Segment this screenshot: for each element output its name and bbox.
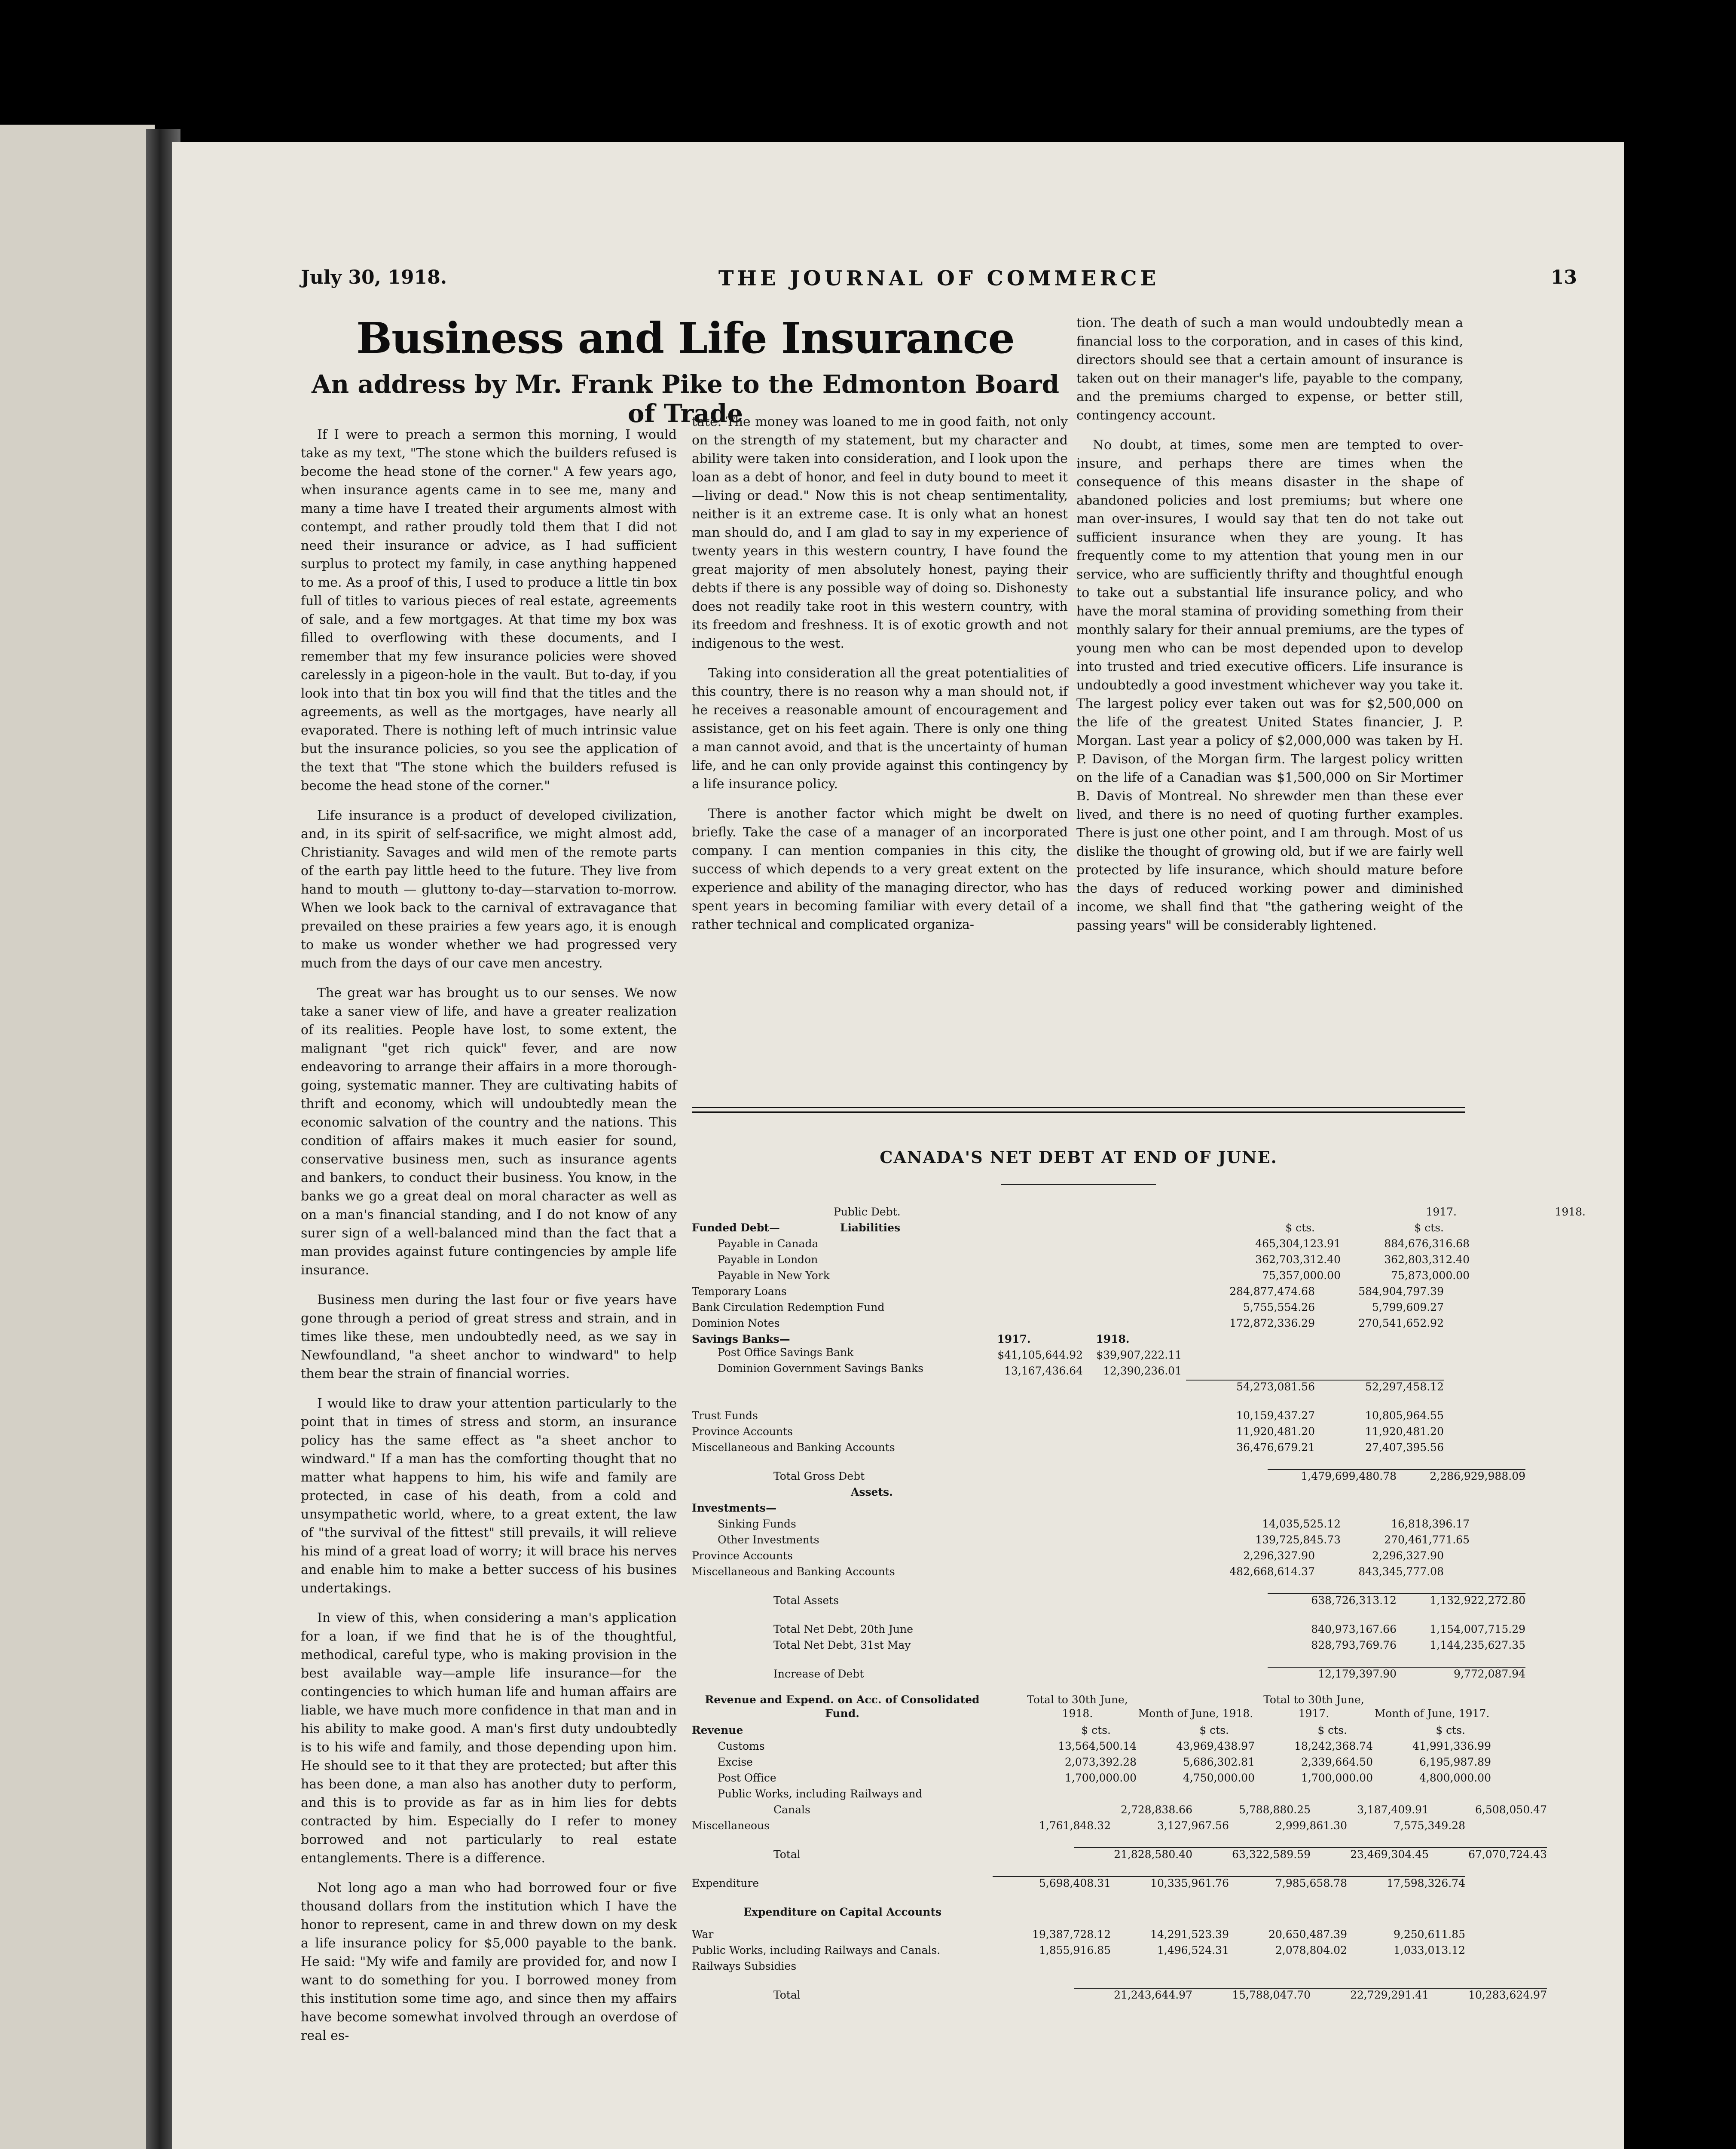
savings-row-label (692, 1362, 1212, 1377)
row-label: Dominion Notes (692, 1317, 780, 1329)
revenue-header-row (692, 1693, 1490, 1720)
table-row (692, 1752, 1491, 1768)
value-1917: 11,920,481.20 (1236, 1425, 1315, 1438)
value-1918: 2,286,929,988.09 (1397, 1469, 1525, 1482)
value-1917: 840,973,167.66 (1311, 1623, 1397, 1635)
value-1918: 1,154,007,715.29 (1430, 1623, 1525, 1635)
assets-heading-row (692, 1482, 1465, 1498)
value-1917: 54,273,081.56 (1186, 1380, 1315, 1393)
table-row (692, 1530, 1470, 1546)
total-assets-row (692, 1591, 1525, 1607)
value-cell: 1,761,848.32 (1039, 1819, 1111, 1832)
value-cell: 14,291,523.39 (1150, 1928, 1229, 1941)
value-1918: 9,772,087.94 (1397, 1667, 1525, 1680)
value-1918: 843,345,777.08 (1358, 1565, 1444, 1578)
value-1918: 11,920,481.20 (1365, 1425, 1444, 1438)
row-label: Public Works, including Railways and Canals. (692, 1944, 941, 1956)
value-cell: 2,078,804.02 (1275, 1944, 1347, 1956)
paragraph: tion. The death of such a man would undoubtedly mean a financial loss to the corporation, and in cases of this kind, directors should see that a certain amount of insurance is taken out on their manager's life, payable to the company, and the premiums charged to expense, or better still, contingency account. (1076, 315, 1463, 423)
table-row (692, 1956, 1465, 1972)
value-cell: 20,650,487.39 (1268, 1928, 1347, 1941)
revenue-rows (692, 1736, 1547, 1832)
table-row (692, 1250, 1470, 1266)
paragraph: Life insurance is a product of developed civilization, and, in its spirit of self-sacrifice, we might almost add, Christianity. Savages and wild men of the remote parts of the earth pay little heed to the future. They live from hand to mouth — gluttony to-day—starvation to-morrow. When we look back to the carnival of extravagance that prevailed on these prairies a few years ago, it is enough to make us wonder whether we had progressed very much from the days of our cave men ancestry. (301, 808, 677, 971)
paragraph: If I were to preach a sermon this morning, I would take as my text, "The stone which the builders refused is become the head stone of the corner." A few years ago, when insurance agents came in to see me, many and many a time have I treated their arguments almost with contempt, and rather proudly told them that I did not need their insurance or advice, as I had sufficient surplus to protect my family, in case anything happened to me. As a proof of this, I used to produce a little tin box full of titles to various pieces of real estate, agreements of sale, and a few mortgages. At that time my box was filled to overflowing with these documents, and I remember that my few insurance policies were shoved carelessly in a pigeon-hole in the vault. But to-day, if you look into that tin box you will find that the titles and the agreements, as well as the mortgages, have nearly all evaporated. There is nothing left of much intrinsic value but the insurance policies, so you see the application of the text that "The stone which the builders refused is become the head stone of the corner." (301, 427, 677, 793)
value-1918: 12,390,236.01 (1103, 1365, 1182, 1377)
article-column-2 (692, 413, 1068, 945)
value-cell: 67,070,724.43 (1429, 1847, 1547, 1861)
row-label: Total Gross Debt (773, 1470, 865, 1482)
table-row (692, 1768, 1491, 1784)
row-label: Post Office Savings Bank (718, 1346, 854, 1359)
value-cell: 15,788,047.70 (1192, 1988, 1311, 2001)
net-debt-table (692, 1148, 1586, 2001)
table-row (692, 1298, 1465, 1313)
value-1918: 16,818,396.17 (1391, 1518, 1470, 1530)
table-row (692, 1514, 1470, 1530)
row-label: Total Net Debt, 20th June (773, 1623, 914, 1635)
gross-debt-row (692, 1466, 1525, 1482)
article-column-3 (1076, 314, 1463, 946)
net-debt-june-row (692, 1619, 1525, 1635)
value-cell: 5,788,880.25 (1239, 1803, 1311, 1816)
row-label: Canals (773, 1803, 810, 1816)
savings-total-row (692, 1377, 1465, 1393)
value-cell: 6,195,987.89 (1419, 1756, 1491, 1768)
value-1917: 2,296,327.90 (1243, 1549, 1315, 1562)
table-row (692, 1800, 1547, 1816)
value-1917: 465,304,123.91 (1255, 1237, 1341, 1250)
value-cell: 21,828,580.40 (1074, 1847, 1192, 1861)
value-1917: 10,159,437.27 (1236, 1409, 1315, 1422)
article-column-1 (301, 426, 677, 2056)
revenue-label: Revenue (692, 1724, 743, 1736)
funded-debt-label: Funded Debt— Liabilities (692, 1221, 901, 1234)
revenue-header-label: Revenue and Expend. on Acc. of Consolidated Fund. (705, 1693, 980, 1720)
capital-heading: Expenditure on Capital Accounts (743, 1906, 942, 1918)
table-row (692, 1925, 1465, 1941)
value-cell: 7,985,658.78 (1229, 1876, 1347, 1889)
table-row (692, 1361, 1465, 1377)
paragraph: I would like to draw your attention particularly to the point that in times of stress and storm, an insurance policy has the same effect as "a sheet anchor to windward." If a man has the comforting thought that no matter what happens to him, his wife and family are protected, in case of his death, from a cold and unsympathetic world, where, to a great extent, the law of "the survival of the fittest" still prevails, it will relieve his mind of a great load of worry; it will brace his nerves and enable him to make a better success of his busines undertakings. (301, 1396, 677, 1596)
value-1918: 2,296,327.90 (1372, 1549, 1444, 1562)
row-label: Public Works, including Railways and (718, 1788, 923, 1800)
value-1917: 362,703,312.40 (1255, 1253, 1341, 1266)
unit: $ cts. (1081, 1724, 1111, 1736)
value-cell: 22,729,291.41 (1311, 1988, 1429, 2001)
paper-title: THE JOURNAL OF COMMERCE (718, 266, 1160, 291)
value-1917: 638,726,313.12 (1268, 1593, 1397, 1607)
value-1918: $39,907,222.11 (1096, 1349, 1182, 1361)
unit-1918: $ cts. (1414, 1221, 1444, 1234)
value-cell: 5,686,302.81 (1183, 1756, 1255, 1768)
paragraph: Not long ago a man who had borrowed four or five thousand dollars from the institution which I have the honor to represent, came in and threw down on my desk a life insurance policy for $5,000 payable to the bank. He said: "My wife and family are provided for, and now I want to do something for you. I borrowed money from this institution some time ago, and since then my affairs have become somewhat involved through an overdose of real es- (301, 1880, 677, 2043)
row-label: Province Accounts (692, 1425, 793, 1438)
value-cell: 4,800,000.00 (1419, 1772, 1491, 1784)
col-header: Month of June, 1918. (1138, 1707, 1253, 1720)
col-header: Total to 30th June, 1918. (1027, 1693, 1128, 1720)
liabilities-rows (692, 1234, 1470, 1329)
value-1918: 884,676,316.68 (1384, 1237, 1470, 1250)
unit: $ cts. (1317, 1724, 1347, 1736)
value-1917: $41,105,644.92 (997, 1349, 1083, 1361)
value-1917: 36,476,679.21 (1236, 1441, 1315, 1454)
value-1918: 362,803,312.40 (1384, 1253, 1470, 1266)
value-cell: 17,598,326.74 (1347, 1876, 1465, 1889)
value-cell: 7,575,349.28 (1394, 1819, 1465, 1832)
row-label: Total Assets (773, 1594, 839, 1607)
savings-banks-row (692, 1329, 1465, 1345)
table-row (692, 1784, 1465, 1800)
paragraph: No doubt, at times, some men are tempted to over-insure, and perhaps there are times when the consequence of this means disaster in the shape of abandoned policies and lost premiums; but where one man over-insures, I would say that ten do not take out sufficient insurance when they are young. It has frequently come to my attention that young men in our service, who are sufficiently thrifty and thoughtful enough to take out a substantial life insurance policy, and who have the moral stamina of providing something from their monthly salary for their annual premiums, are the types of young men who can be most depended upon to develop into trusted and tried executive officers. Life insurance is undoubtedly a good investment whichever way you take it. The largest policy ever taken out was for $2,500,000 on the life of the greatest United States financier, J. P. Morgan. Last year a policy of $2,000,000 was taken by H. P. Davison, of the Morgan firm. The largest policy written on the life of a Canadian was $1,500,000 on Sir Mortimer B. Davis of Montreal. No shrewder men than these ever lived, and there is no need of quoting further examples. There is just one other point, and I am through. Most of us dislike the thought of growing old, but if we are fairly well protected by life insurance, which should mature before the days of reduced working power and diminished income, we shall find that "the gathering weight of the passing years" will be considerably lightened. (1076, 438, 1463, 933)
value-cell: 1,496,524.31 (1157, 1944, 1229, 1956)
table-row (692, 1941, 1465, 1956)
previous-page-edge (0, 125, 155, 2149)
paragraph: Taking into consideration all the great potentialities of this country, there is no reason why a man should not, if he receives a reasonable amount of encouragement and assistance, get on his feet again. There is only one thing a man cannot avoid, and that is the uncertainty of human life, and he can only provide against this contingency by a life insurance policy. (692, 666, 1068, 792)
value-cell: 6,508,050.47 (1475, 1803, 1547, 1816)
row-label: Dominion Government Savings Banks (718, 1362, 923, 1375)
capital-rows (692, 1925, 1465, 1972)
header-year-1918: 1918. (1555, 1206, 1586, 1218)
assets-rows (692, 1514, 1470, 1578)
table-row (692, 1546, 1465, 1562)
funded-debt-row (692, 1218, 1465, 1234)
table-row (692, 1422, 1465, 1438)
value-cell: 9,250,611.85 (1394, 1928, 1465, 1941)
value-cell: 1,700,000.00 (1301, 1772, 1373, 1784)
capital-heading-row (692, 1902, 1465, 1918)
table-row (692, 1234, 1470, 1250)
row-label: Excise (718, 1756, 753, 1768)
table-row (692, 1845, 1547, 1861)
row-label: Miscellaneous and Banking Accounts (692, 1441, 895, 1454)
savings-rows (692, 1345, 1465, 1377)
value-cell: 23,469,304.45 (1311, 1847, 1429, 1861)
increase-debt-row (692, 1664, 1525, 1680)
paragraph: In view of this, when considering a man's application for a loan, if we find that he is of the thoughtful, methodical, careful type, who is making provision in the best available way—ample life insurance—for the contingencies to which human life and human affairs are liable, we have much more confidence in that man and in his ability to make good. A man's first duty undoubtedly is to his wife and family, and those depending upon him. He should see to it that they are protected; but after this has been done, a man also has another duty to perform, and this is to provide as far as in him lies for debts contracted by him. Especially do I refer to money borrowed and not particularly to real estate entanglements. There is a difference. (301, 1610, 677, 1866)
value-1918: 1,132,922,272.80 (1397, 1593, 1525, 1607)
value-1918: 52,297,458.12 (1315, 1380, 1444, 1393)
paragraph: Business men during the last four or five years have gone through a period of great stress and strain, and in times like these, men undoubtedly need, as we say in Newfoundland, "a sheet anchor to windward" to help them bear the strain of financial worries. (301, 1292, 677, 1381)
row-label: Trust Funds (692, 1409, 758, 1422)
value-cell: 1,855,916.85 (1039, 1944, 1111, 1956)
value-1918: 75,873,000.00 (1391, 1269, 1470, 1282)
value-cell: 3,187,409.91 (1357, 1803, 1429, 1816)
paragraph: tate. The money was loaned to me in good faith, not only on the strength of my statement, but my character and ability were taken into consideration, and I look upon the loan as a debt of honor, and feel in duty bound to meet it—living or dead." Now this is not cheap sentimentality, neither is it an extreme case. It is only what an honest man should do, and I am glad to say in my experience of twenty years in this western country, I have found the great majority of men absolutely honest, paying their debts if there is any possible way of doing so. Dishonesty does not readily take root in this western country, with its freedom and freshness. It is of exotic growth and not indigenous to the west. (692, 414, 1068, 651)
value-1917: 75,357,000.00 (1262, 1269, 1341, 1282)
row-label: Other Investments (718, 1534, 819, 1546)
value-1917: 482,668,614.37 (1229, 1565, 1315, 1578)
table-row (692, 1313, 1465, 1329)
investments-label: Investments— (692, 1502, 777, 1514)
value-1917: 284,877,474.68 (1229, 1285, 1315, 1298)
row-label: Railways Subsidies (692, 1960, 797, 1972)
table-row (692, 1345, 1465, 1361)
unit: $ cts. (1436, 1724, 1465, 1736)
value-1918: 10,805,964.55 (1365, 1409, 1444, 1422)
col-header: Total to 30th June, 1917. (1263, 1693, 1364, 1720)
row-label: Total (773, 1989, 801, 2001)
header-label: Public Debt. (834, 1206, 901, 1218)
expenditure (692, 1873, 1465, 1889)
unit: $ cts. (1199, 1724, 1229, 1736)
value-1917: 13,167,436.64 (1004, 1365, 1083, 1377)
value-cell: 13,564,500.14 (1058, 1740, 1137, 1752)
page-header (301, 266, 1577, 301)
row-label: Miscellaneous and Banking Accounts (692, 1565, 895, 1578)
revenue-units-row (692, 1720, 1465, 1736)
row-label: Payable in New York (718, 1269, 830, 1282)
row-label: War (692, 1928, 714, 1941)
value-1918: 5,799,609.27 (1372, 1301, 1444, 1313)
investments-heading-row (692, 1498, 1465, 1514)
value-cell: 2,728,838.66 (1121, 1803, 1192, 1816)
value-1918: 270,541,652.92 (1358, 1317, 1444, 1329)
value-cell: 19,387,728.12 (1032, 1928, 1111, 1941)
other-liabilities-rows (692, 1406, 1465, 1454)
value-1918: 584,904,797.39 (1358, 1285, 1444, 1298)
value-cell: 41,991,336.99 (1412, 1740, 1491, 1752)
table-row (692, 1438, 1465, 1454)
row-label: Province Accounts (692, 1549, 793, 1562)
section-divider (692, 1107, 1465, 1113)
paragraph: There is another factor which might be dwelt on briefly. Take the case of a manager of an incorporated company. I can mention companies in this city, the success of which depends to a very great extent on the experience and ability of the managing director, who has spent years in becoming familiar with every detail of a rather technical and complicated organiza- (692, 806, 1068, 932)
value-1917: 12,179,397.90 (1268, 1667, 1397, 1680)
row-label: Sinking Funds (718, 1518, 796, 1530)
table-row (692, 1266, 1470, 1282)
value-1917: 828,793,769.76 (1311, 1639, 1397, 1651)
row-label: Customs (718, 1740, 765, 1752)
row-label: Total Net Debt, 31st May (773, 1639, 911, 1651)
value-cell: 2,339,664.50 (1301, 1756, 1373, 1768)
title-rule (1001, 1184, 1156, 1185)
row-label: Miscellaneous (692, 1819, 770, 1832)
row-label: Post Office (718, 1772, 776, 1784)
value-cell: 1,700,000.00 (1065, 1772, 1137, 1784)
table-row (692, 1985, 1547, 2001)
net-debt-may-row (692, 1635, 1525, 1651)
value-1917: 5,755,554.26 (1243, 1301, 1315, 1313)
value-1917: 172,872,336.29 (1229, 1317, 1315, 1329)
table-header-row (692, 1202, 1586, 1218)
article-title: Business and Life Insurance (356, 314, 1015, 363)
value-1917: 1,479,699,480.78 (1268, 1469, 1397, 1482)
table-row (692, 1873, 1465, 1889)
row-label: Increase of Debt (773, 1668, 864, 1680)
value-1917: 14,035,525.12 (1262, 1518, 1341, 1530)
value-cell: 2,999,861.30 (1275, 1819, 1347, 1832)
row-label: Payable in London (718, 1253, 818, 1266)
table-row (692, 1816, 1465, 1832)
newspaper-page (172, 142, 1624, 2149)
value-cell: 43,969,438.97 (1176, 1740, 1255, 1752)
value-cell: 21,243,644.97 (1074, 1988, 1192, 2001)
table-row (692, 1406, 1465, 1422)
row-label: Expenditure (692, 1877, 759, 1889)
row-label: Total (773, 1848, 801, 1861)
value-1918: 270,461,771.65 (1384, 1534, 1470, 1546)
value-cell: 63,322,589.59 (1192, 1847, 1311, 1861)
value-cell: 5,698,408.31 (993, 1876, 1111, 1889)
value-cell: 4,750,000.00 (1183, 1772, 1255, 1784)
savings-banks-label: Savings Banks— 1917. 1918. (692, 1333, 1130, 1345)
value-cell: 1,033,013.12 (1394, 1944, 1465, 1956)
table-row (692, 1736, 1491, 1752)
value-cell: 2,073,392.28 (1065, 1756, 1137, 1768)
savings-row-label (692, 1346, 1212, 1361)
row-label: Bank Circulation Redemption Fund (692, 1301, 885, 1313)
col-header: Month of June, 1917. (1374, 1707, 1490, 1720)
value-cell: 10,283,624.97 (1429, 1988, 1547, 2001)
unit-1917: $ cts. (1285, 1221, 1315, 1234)
issue-date: July 30, 1918. (301, 266, 447, 288)
value-1917: 139,725,845.73 (1255, 1534, 1341, 1546)
row-label: Temporary Loans (692, 1285, 787, 1298)
page-number: 13 (1550, 266, 1577, 288)
table-row (692, 1282, 1465, 1298)
capital-total (692, 1985, 1547, 2001)
value-cell: 10,335,961.76 (1111, 1876, 1229, 1889)
value-1918: 1,144,235,627.35 (1430, 1639, 1525, 1651)
header-year-1917: 1917. (1426, 1206, 1457, 1218)
revenue-total (692, 1845, 1547, 1861)
article-subtitle: An address by Mr. Frank Pike to the Edmonton Board of Trade (312, 370, 1059, 428)
assets-label: Assets. (851, 1486, 893, 1498)
table-title: CANADA'S NET DEBT AT END OF JUNE. (880, 1148, 1278, 1167)
paragraph: The great war has brought us to our senses. We now take a saner view of life, and have a greater realization of its realities. People have lost, to some extent, the malignant "get rich quick" fever, and are now endeavoring to arrange their affairs in a more thorough-going, systematic manner. They are cultivating habits of thrift and economy, which will undoubtedly mean the economic salvation of the country and the nations. This condition of affairs makes it much easier for sound, conservative business men, such as insurance agents and bankers, to conduct their business. You know, in the banks we go a great deal on moral character as well as on a man's financial standing, and I do not know of any surer sign of a well-balanced mind than the fact that a man provides against future contingencies by ample life insurance. (301, 986, 677, 1278)
value-cell: 3,127,967.56 (1157, 1819, 1229, 1832)
row-label: Payable in Canada (718, 1237, 819, 1250)
table-row (692, 1562, 1465, 1578)
value-1918: 27,407,395.56 (1365, 1441, 1444, 1454)
value-cell: 18,242,368.74 (1294, 1740, 1373, 1752)
